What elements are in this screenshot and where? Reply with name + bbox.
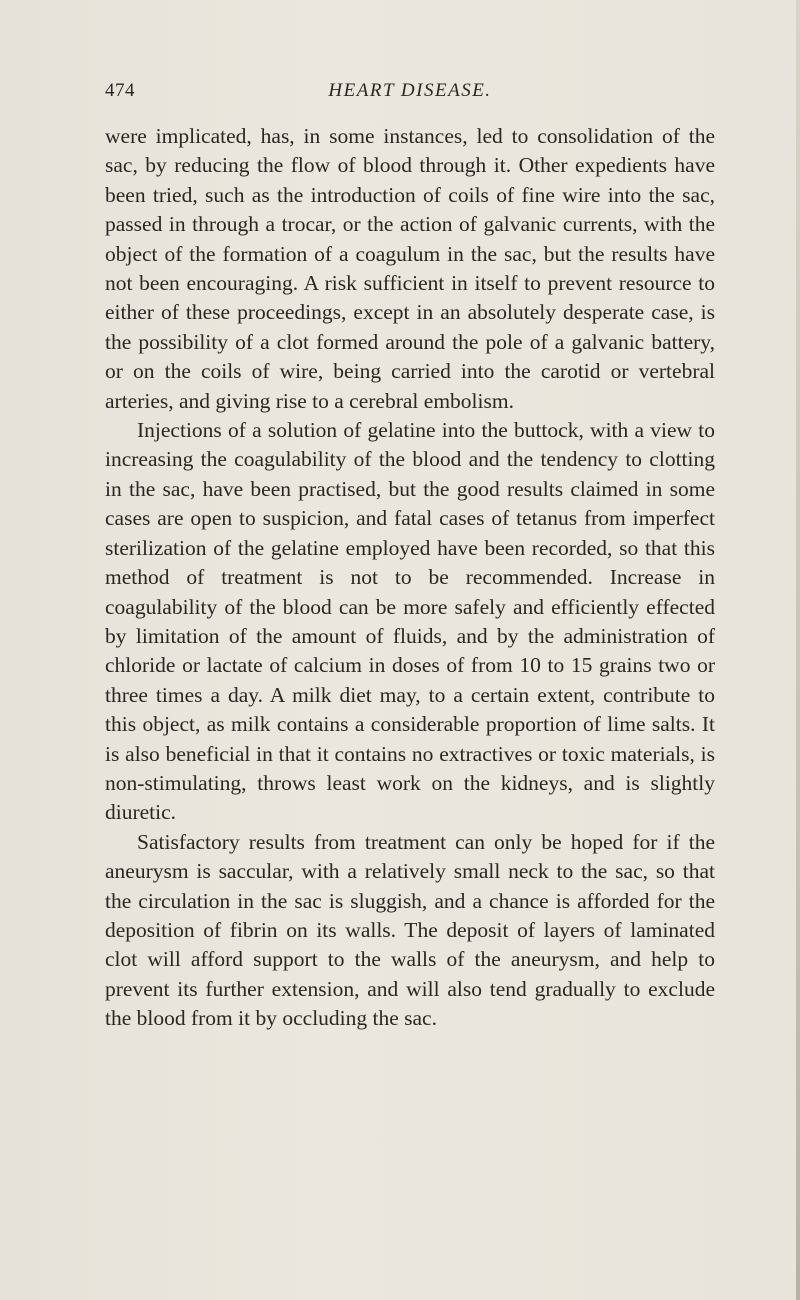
body-text — [105, 122, 715, 1034]
paragraph-3: Satisfactory results from treatment can only be hoped for if the aneurysm is saccular, with a relatively small neck to the sac, so that the circulation in the sac is sluggish, and a chance is afforded for the deposition of fibrin on its walls. The deposit of layers of laminated clot will afford support to the walls of the aneurysm, and help to prevent its further extension, and will also tend gradually to exclude the blood from it by occluding the sac. — [105, 829, 715, 1031]
paragraph-2: Injections of a solution of gelatine into the buttock, with a view to increasing the coagulability of the blood and the tendency to clotting in the sac, have been practised, but the good results claimed in some cases are open to suspicion, and fatal cases of tetanus from imperfect sterilization of the gelatine employed have been recorded, so that this method of treatment is not to be recommended. Increase in coagulability of the blood can be more safely and efficiently effected by limitation of the amount of fluids, and by the administration of chloride or lactate of calcium in doses of from 10 to 15 grains two or three times a day. A milk diet may, to a certain extent, contribute to this object, as milk contains a considerable proportion of lime salts. It is also beneficial in that it contains no extractives or toxic materials, is non-stimulating, throws least work on the kidneys, and is slightly diuretic. — [105, 418, 715, 825]
running-head: HEART DISEASE. — [328, 80, 492, 101]
paragraph-1: were implicated, has, in some instances, led to consolidation of the sac, by reducing the flow of blood through it. Other expedients have been tried, such as the introduction of coils of fine wire into the sac, passed in through a trocar, or the action of galvanic currents, with the object of the formation of a coagulum in the sac, but the results have not been encouraging. A risk sufficient in itself to prevent resource to either of these proceedings, except in an absolutely desperate case, is the possibility of a clot formed around the pole of a galvanic battery, or on the coils of wire, being carried into the carotid or vertebral arteries, and giving rise to a cerebral embolism. — [105, 124, 715, 413]
page-number: 474 — [105, 80, 135, 101]
page-edge-shadow — [796, 0, 800, 1300]
page-header — [105, 80, 715, 106]
